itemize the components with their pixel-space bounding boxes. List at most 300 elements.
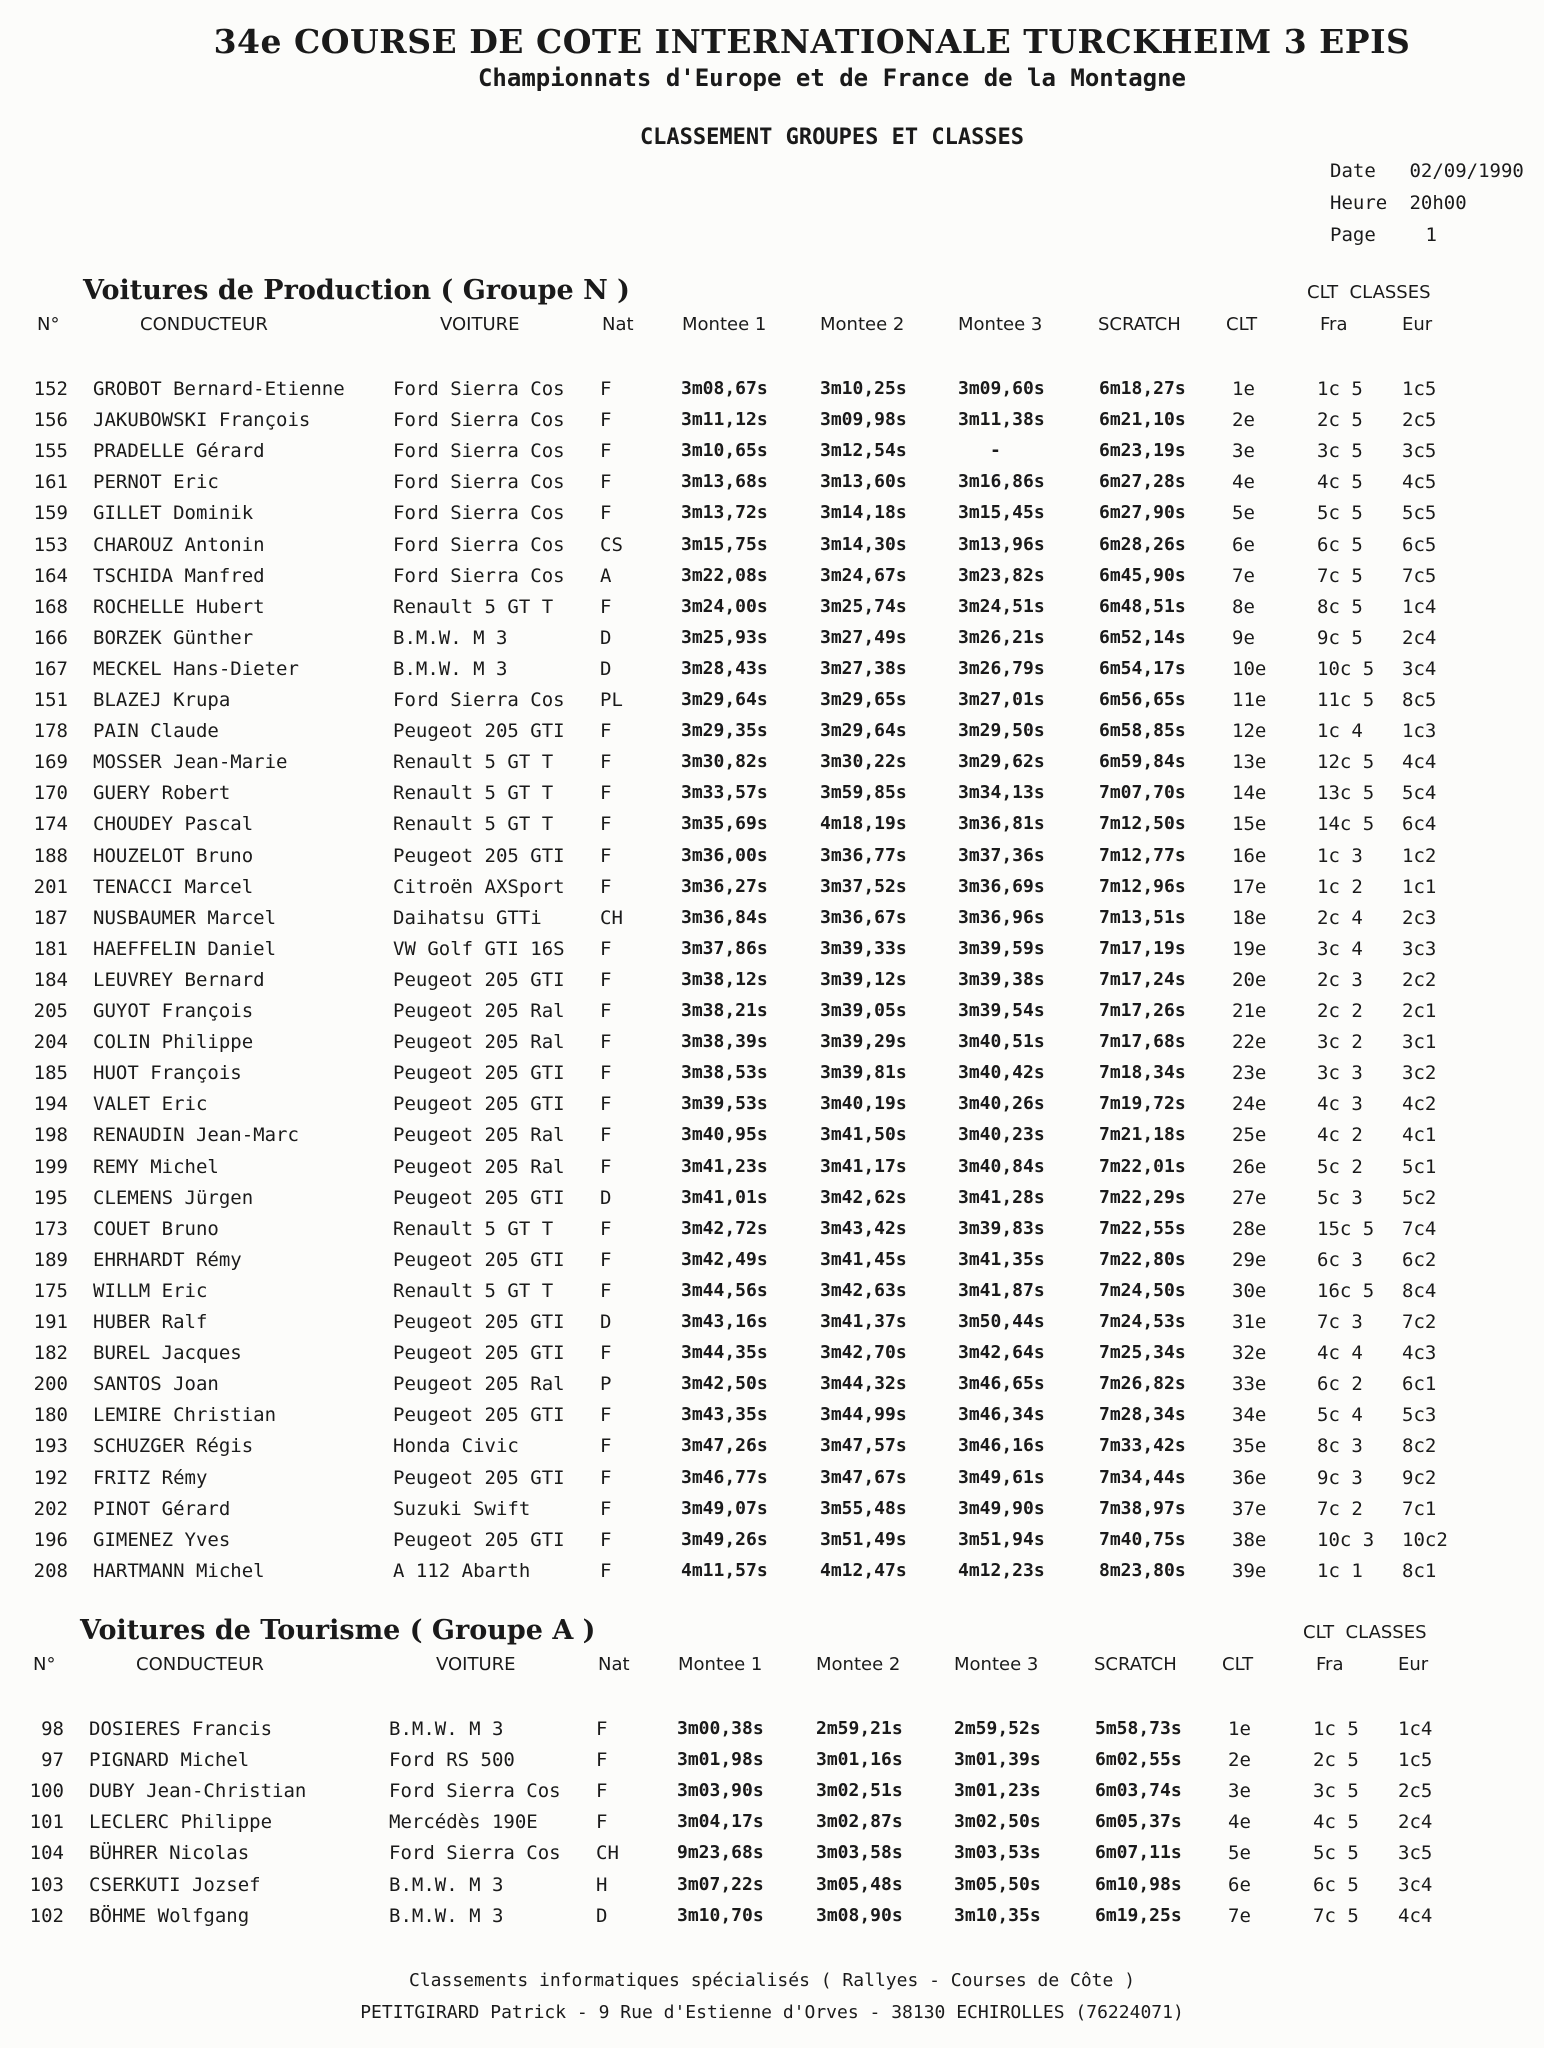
cell-num: 167 bbox=[33, 657, 68, 680]
cell-run1: 3m01,98s bbox=[677, 1749, 764, 1771]
cell-driver: CHOUDEY Pascal bbox=[93, 813, 254, 836]
cell-fra: 3c 3 bbox=[1317, 1062, 1363, 1085]
cell-num: 181 bbox=[33, 937, 68, 960]
cell-fra: 6c 3 bbox=[1317, 1248, 1363, 1271]
table-row bbox=[0, 907, 1544, 937]
cell-run2: 3m27,38s bbox=[820, 657, 907, 679]
cell-run1: 3m10,70s bbox=[677, 1904, 764, 1926]
cell-run1: 3m47,26s bbox=[681, 1435, 768, 1457]
cell-scratch: 7m25,34s bbox=[1099, 1342, 1186, 1364]
cell-fra: 10c 3 bbox=[1317, 1528, 1375, 1551]
cell-nat: F bbox=[600, 720, 612, 743]
cell-run3: 3m37,36s bbox=[958, 844, 1045, 866]
cell-run1: 3m42,72s bbox=[681, 1217, 768, 1239]
cell-num: 166 bbox=[33, 626, 68, 649]
cell-car: Peugeot 205 GTI bbox=[393, 1528, 565, 1551]
cell-fra: 8c 3 bbox=[1317, 1435, 1363, 1458]
cell-run3: 3m26,79s bbox=[958, 657, 1045, 679]
cell-eur: 6c5 bbox=[1402, 533, 1437, 556]
cell-run2: 3m43,42s bbox=[820, 1217, 907, 1239]
cell-scratch: 6m58,85s bbox=[1099, 720, 1186, 742]
cell-nat: F bbox=[600, 1000, 612, 1022]
table-row bbox=[0, 751, 1544, 781]
cell-run2: 3m47,57s bbox=[820, 1435, 907, 1457]
cell-clt: 10e bbox=[1232, 657, 1267, 680]
cell-nat: F bbox=[600, 1279, 612, 1302]
cell-run1: 3m33,57s bbox=[681, 782, 768, 804]
cell-driver: CHAROUZ Antonin bbox=[93, 533, 265, 556]
cell-run3: 3m41,28s bbox=[958, 1186, 1045, 1208]
cell-nat: CH bbox=[600, 906, 623, 929]
cell-eur: 10c2 bbox=[1402, 1528, 1448, 1551]
cell-scratch: 7m19,72s bbox=[1099, 1093, 1186, 1115]
cell-run3: 3m10,35s bbox=[954, 1904, 1041, 1926]
cell-nat: F bbox=[600, 1155, 612, 1178]
cell-driver: SANTOS Joan bbox=[93, 1373, 219, 1396]
cell-scratch: 7m28,34s bbox=[1099, 1404, 1186, 1426]
column-header-fra: Fra bbox=[1316, 1654, 1344, 1675]
column-header-row bbox=[0, 1654, 1544, 1684]
cell-clt: 6e bbox=[1228, 1873, 1251, 1896]
cell-fra: 12c 5 bbox=[1317, 751, 1375, 774]
cell-run1: 3m00,38s bbox=[677, 1718, 764, 1739]
cell-clt: 8e bbox=[1232, 595, 1255, 618]
cell-run2: 3m41,17s bbox=[820, 1155, 907, 1177]
table-row bbox=[0, 1435, 1544, 1465]
cell-car: Ford Sierra Cos bbox=[393, 440, 565, 463]
cell-fra: 2c 2 bbox=[1317, 1000, 1363, 1022]
cell-run3: 3m34,13s bbox=[958, 782, 1045, 804]
cell-driver: TSCHIDA Manfred bbox=[93, 564, 265, 587]
cell-driver: BÜHRER Nicolas bbox=[89, 1842, 250, 1865]
table-row bbox=[0, 1780, 1544, 1810]
cell-fra: 3c 5 bbox=[1317, 440, 1363, 463]
cell-car: Ford Sierra Cos bbox=[389, 1842, 561, 1865]
cell-run2: 3m42,70s bbox=[820, 1342, 907, 1364]
cell-run1: 3m30,82s bbox=[681, 751, 768, 773]
page-label: Page bbox=[1330, 224, 1376, 246]
cell-fra: 10c 5 bbox=[1317, 657, 1375, 680]
cell-num: 161 bbox=[33, 471, 68, 494]
column-header-run3: Montee 3 bbox=[958, 314, 1043, 335]
cell-scratch: 6m56,65s bbox=[1099, 689, 1186, 710]
cell-run3: 3m42,64s bbox=[958, 1342, 1045, 1364]
cell-num: 156 bbox=[33, 409, 68, 432]
cell-run2: 3m14,18s bbox=[820, 502, 907, 524]
cell-run1: 3m44,56s bbox=[681, 1279, 768, 1301]
cell-run2: 3m02,51s bbox=[816, 1780, 903, 1802]
table-row bbox=[0, 1249, 1544, 1279]
cell-scratch: 7m22,01s bbox=[1099, 1155, 1186, 1177]
cell-car: VW Golf GTI 16S bbox=[393, 937, 565, 960]
cell-eur: 8c5 bbox=[1402, 689, 1437, 711]
cell-fra: 4c 2 bbox=[1317, 1124, 1363, 1147]
cell-run2: 3m08,90s bbox=[816, 1904, 903, 1926]
cell-run1: 3m36,84s bbox=[681, 906, 768, 928]
cell-nat: F bbox=[600, 875, 612, 898]
table-row bbox=[0, 876, 1544, 906]
cell-scratch: 6m45,90s bbox=[1099, 564, 1186, 586]
cell-eur: 3c5 bbox=[1402, 440, 1437, 463]
cell-fra: 5c 5 bbox=[1313, 1842, 1359, 1865]
cell-eur: 1c1 bbox=[1402, 875, 1437, 898]
cell-run3: 3m41,87s bbox=[958, 1279, 1045, 1301]
cell-run2: 3m40,19s bbox=[820, 1093, 907, 1115]
cell-car: Mercédès 190E bbox=[389, 1811, 538, 1834]
time-value: 20h00 bbox=[1409, 192, 1467, 214]
cell-run3: 3m46,65s bbox=[958, 1373, 1045, 1395]
ranking-heading: CLASSEMENT GROUPES ET CLASSES bbox=[639, 125, 1025, 150]
cell-run2: 3m51,49s bbox=[820, 1528, 907, 1550]
cell-driver: DOSIERES Francis bbox=[89, 1718, 273, 1740]
page-title: 34e COURSE DE COTE INTERNATIONALE TURCKHEIM 3 EPIS bbox=[213, 22, 1411, 61]
cell-car: Peugeot 205 GTI bbox=[393, 1186, 565, 1209]
column-header-driver: CONDUCTEUR bbox=[136, 1654, 264, 1675]
cell-driver: CLEMENS Jürgen bbox=[93, 1186, 254, 1209]
cell-driver: HUOT François bbox=[93, 1062, 242, 1085]
cell-run3: - bbox=[990, 440, 1001, 462]
cell-run2: 3m59,85s bbox=[820, 782, 907, 804]
cell-num: 103 bbox=[29, 1873, 64, 1896]
cell-scratch: 6m52,14s bbox=[1099, 626, 1186, 648]
cell-scratch: 6m28,26s bbox=[1099, 533, 1186, 555]
cell-nat: F bbox=[600, 1559, 612, 1582]
cell-scratch: 7m22,55s bbox=[1099, 1217, 1186, 1239]
cell-num: 101 bbox=[29, 1811, 64, 1834]
cell-run2: 3m01,16s bbox=[816, 1749, 903, 1771]
cell-run2: 3m10,25s bbox=[820, 378, 907, 399]
cell-clt: 27e bbox=[1232, 1186, 1267, 1209]
cell-run3: 3m40,84s bbox=[958, 1155, 1045, 1177]
cell-scratch: 8m23,80s bbox=[1099, 1559, 1186, 1581]
cell-fra: 1c 4 bbox=[1317, 720, 1363, 743]
cell-driver: BÖHME Wolfgang bbox=[89, 1904, 250, 1927]
table-row bbox=[0, 565, 1544, 595]
cell-scratch: 6m03,74s bbox=[1095, 1780, 1182, 1802]
cell-run3: 3m40,42s bbox=[958, 1062, 1045, 1084]
cell-num: 100 bbox=[29, 1780, 64, 1803]
column-header-row bbox=[0, 314, 1544, 344]
cell-run1: 3m38,53s bbox=[681, 1062, 768, 1084]
cell-run2: 3m41,45s bbox=[820, 1248, 907, 1270]
cell-run1: 3m38,21s bbox=[681, 1000, 768, 1021]
cell-clt: 39e bbox=[1232, 1559, 1267, 1582]
cell-nat: D bbox=[596, 1904, 608, 1927]
cell-run1: 3m49,26s bbox=[681, 1528, 768, 1550]
cell-run1: 3m13,68s bbox=[681, 471, 768, 493]
cell-run3: 3m49,61s bbox=[958, 1466, 1045, 1488]
cell-driver: GILLET Dominik bbox=[93, 502, 254, 525]
cell-clt: 4e bbox=[1232, 471, 1255, 494]
cell-clt: 16e bbox=[1232, 844, 1267, 867]
cell-car: Ford Sierra Cos bbox=[389, 1780, 561, 1803]
cell-run3: 3m16,86s bbox=[958, 471, 1045, 493]
cell-scratch: 6m23,19s bbox=[1099, 440, 1186, 462]
cell-run2: 3m24,67s bbox=[820, 564, 907, 586]
cell-driver: BLAZEJ Krupa bbox=[93, 689, 231, 711]
cell-nat: F bbox=[600, 782, 612, 805]
cell-run3: 3m29,62s bbox=[958, 751, 1045, 773]
cell-car: Peugeot 205 GTI bbox=[393, 1062, 565, 1085]
cell-car: Renault 5 GT T bbox=[393, 1279, 554, 1302]
table-row bbox=[0, 658, 1544, 688]
cell-run1: 3m15,75s bbox=[681, 533, 768, 555]
cell-num: 169 bbox=[33, 751, 68, 774]
cell-nat: F bbox=[600, 1466, 612, 1489]
column-header-car: VOITURE bbox=[436, 1654, 516, 1675]
cell-run1: 3m39,53s bbox=[681, 1093, 768, 1115]
cell-fra: 2c 3 bbox=[1317, 968, 1363, 991]
cell-car: Peugeot 205 GTI bbox=[393, 1342, 565, 1365]
cell-driver: EHRHARDT Rémy bbox=[93, 1248, 242, 1271]
meta-page bbox=[1330, 224, 1437, 246]
cell-run2: 3m30,22s bbox=[820, 751, 907, 773]
cell-nat: D bbox=[600, 626, 612, 649]
cell-eur: 4c1 bbox=[1402, 1124, 1437, 1147]
cell-run2: 3m41,37s bbox=[820, 1311, 907, 1332]
cell-run3: 3m29,50s bbox=[958, 720, 1045, 742]
cell-scratch: 7m12,77s bbox=[1099, 844, 1186, 866]
cell-clt: 24e bbox=[1232, 1093, 1267, 1116]
cell-run3: 3m50,44s bbox=[958, 1311, 1045, 1332]
clt-classes-label: CLT CLASSES bbox=[1307, 282, 1431, 303]
cell-run2: 3m37,52s bbox=[820, 875, 907, 897]
cell-num: 159 bbox=[33, 502, 68, 525]
cell-eur: 3c4 bbox=[1398, 1873, 1433, 1896]
cell-car: Ford Sierra Cos bbox=[393, 564, 565, 587]
cell-nat: F bbox=[600, 502, 612, 525]
footer-line-1: Classements informatiques spécialisés ( Rallyes - Courses de Côte ) bbox=[408, 1970, 1136, 1991]
cell-run1: 3m03,90s bbox=[677, 1780, 764, 1802]
cell-eur: 7c5 bbox=[1402, 564, 1437, 587]
table-row bbox=[0, 782, 1544, 812]
cell-clt: 32e bbox=[1232, 1342, 1267, 1365]
clt-classes-header bbox=[0, 282, 1544, 312]
cell-car: Renault 5 GT T bbox=[393, 782, 554, 805]
cell-clt: 7e bbox=[1232, 564, 1255, 587]
table-row bbox=[0, 689, 1544, 719]
cell-driver: MECKEL Hans-Dieter bbox=[93, 657, 299, 680]
cell-scratch: 6m59,84s bbox=[1099, 751, 1186, 773]
cell-driver: GUERY Robert bbox=[93, 782, 231, 805]
cell-eur: 2c4 bbox=[1402, 626, 1437, 649]
time-label: Heure bbox=[1330, 192, 1388, 214]
cell-num: 152 bbox=[33, 378, 68, 400]
cell-clt: 28e bbox=[1232, 1217, 1267, 1240]
cell-fra: 1c 2 bbox=[1317, 875, 1363, 898]
cell-eur: 6c4 bbox=[1402, 813, 1437, 836]
table-row bbox=[0, 938, 1544, 968]
table-row bbox=[0, 845, 1544, 875]
cell-clt: 23e bbox=[1232, 1062, 1267, 1085]
cell-num: 200 bbox=[33, 1373, 68, 1396]
cell-run2: 3m13,60s bbox=[820, 471, 907, 493]
cell-run2: 3m36,77s bbox=[820, 844, 907, 866]
cell-eur: 3c1 bbox=[1402, 1031, 1437, 1054]
cell-driver: WILLM Eric bbox=[93, 1279, 208, 1302]
cell-fra: 6c 5 bbox=[1317, 533, 1363, 556]
cell-run1: 3m35,69s bbox=[681, 813, 768, 835]
cell-fra: 7c 3 bbox=[1317, 1311, 1363, 1333]
cell-clt: 15e bbox=[1232, 813, 1267, 836]
cell-fra: 7c 2 bbox=[1317, 1497, 1363, 1520]
cell-run1: 3m37,86s bbox=[681, 937, 768, 959]
cell-fra: 15c 5 bbox=[1317, 1217, 1375, 1240]
cell-fra: 14c 5 bbox=[1317, 813, 1375, 836]
cell-eur: 2c1 bbox=[1402, 1000, 1437, 1022]
cell-clt: 25e bbox=[1232, 1124, 1267, 1147]
clt-classes-label: CLT CLASSES bbox=[1303, 1622, 1427, 1643]
cell-clt: 29e bbox=[1232, 1248, 1267, 1271]
table-row bbox=[0, 596, 1544, 626]
cell-scratch: 7m38,97s bbox=[1099, 1497, 1186, 1519]
cell-clt: 36e bbox=[1232, 1466, 1267, 1489]
cell-nat: H bbox=[596, 1873, 608, 1896]
cell-nat: F bbox=[600, 1217, 612, 1240]
table-row bbox=[0, 1280, 1544, 1310]
cell-car: Daihatsu GTTi bbox=[393, 906, 542, 929]
cell-run1: 3m38,39s bbox=[681, 1031, 768, 1053]
cell-run3: 3m39,59s bbox=[958, 937, 1045, 959]
column-header-eur: Eur bbox=[1398, 1654, 1429, 1675]
table-row bbox=[0, 1467, 1544, 1497]
table-row bbox=[0, 813, 1544, 843]
cell-clt: 4e bbox=[1228, 1811, 1251, 1834]
cell-nat: F bbox=[596, 1749, 608, 1772]
cell-clt: 17e bbox=[1232, 875, 1267, 898]
cell-driver: GIMENEZ Yves bbox=[93, 1528, 231, 1551]
cell-eur: 5c3 bbox=[1402, 1404, 1437, 1427]
column-header-run2: Montee 2 bbox=[816, 1654, 901, 1675]
cell-eur: 1c4 bbox=[1402, 595, 1437, 618]
cell-nat: F bbox=[600, 440, 612, 463]
cell-nat: D bbox=[600, 657, 612, 680]
cell-eur: 5c2 bbox=[1402, 1186, 1437, 1209]
table-row bbox=[0, 627, 1544, 657]
cell-run3: 3m40,26s bbox=[958, 1093, 1045, 1115]
cell-run3: 3m36,96s bbox=[958, 906, 1045, 928]
cell-clt: 33e bbox=[1232, 1373, 1267, 1396]
cell-run2: 3m05,48s bbox=[816, 1873, 903, 1895]
cell-run2: 3m27,49s bbox=[820, 626, 907, 648]
cell-run2: 3m44,99s bbox=[820, 1404, 907, 1426]
cell-run2: 2m59,21s bbox=[816, 1718, 903, 1739]
cell-eur: 1c3 bbox=[1402, 720, 1437, 743]
table-row bbox=[0, 1718, 1544, 1748]
table-row bbox=[0, 1498, 1544, 1528]
cell-eur: 1c4 bbox=[1398, 1718, 1433, 1740]
cell-run2: 3m36,67s bbox=[820, 906, 907, 928]
cell-clt: 35e bbox=[1232, 1435, 1267, 1458]
cell-scratch: 6m07,11s bbox=[1095, 1842, 1182, 1864]
cell-eur: 1c2 bbox=[1402, 844, 1437, 867]
cell-run2: 3m39,05s bbox=[820, 1000, 907, 1021]
cell-run3: 3m39,54s bbox=[958, 1000, 1045, 1021]
cell-car: Ford Sierra Cos bbox=[393, 533, 565, 556]
cell-driver: PINOT Gérard bbox=[93, 1497, 231, 1520]
cell-scratch: 7m33,42s bbox=[1099, 1435, 1186, 1457]
cell-car: Peugeot 205 GTI bbox=[393, 1404, 565, 1427]
cell-num: 180 bbox=[33, 1404, 68, 1427]
cell-clt: 34e bbox=[1232, 1404, 1267, 1427]
cell-clt: 2e bbox=[1232, 409, 1255, 432]
cell-car: Ford Sierra Cos bbox=[393, 689, 565, 711]
meta-date bbox=[1330, 160, 1524, 182]
table-row bbox=[0, 378, 1544, 408]
cell-nat: F bbox=[596, 1780, 608, 1803]
cell-eur: 9c2 bbox=[1402, 1466, 1437, 1489]
cell-nat: F bbox=[600, 409, 612, 432]
cell-eur: 4c3 bbox=[1402, 1342, 1437, 1365]
cell-driver: COLIN Philippe bbox=[93, 1031, 254, 1054]
cell-nat: D bbox=[600, 1186, 612, 1209]
cell-fra: 7c 5 bbox=[1313, 1904, 1359, 1927]
cell-run1: 3m36,27s bbox=[681, 875, 768, 897]
cell-scratch: 7m17,24s bbox=[1099, 968, 1186, 990]
cell-car: Ford Sierra Cos bbox=[393, 471, 565, 494]
cell-car: Peugeot 205 GTI bbox=[393, 720, 565, 743]
cell-fra: 4c 4 bbox=[1317, 1342, 1363, 1365]
cell-fra: 2c 4 bbox=[1317, 906, 1363, 929]
cell-eur: 1c5 bbox=[1402, 378, 1437, 400]
cell-run1: 3m46,77s bbox=[681, 1466, 768, 1488]
cell-driver: HAEFFELIN Daniel bbox=[93, 937, 277, 960]
cell-driver: RENAUDIN Jean-Marc bbox=[93, 1124, 299, 1147]
cell-nat: P bbox=[600, 1373, 612, 1396]
cell-scratch: 6m19,25s bbox=[1095, 1904, 1182, 1926]
cell-scratch: 6m54,17s bbox=[1099, 657, 1186, 679]
cell-run1: 4m11,57s bbox=[681, 1559, 768, 1581]
section-title: Voitures de Tourisme ( Groupe A ) bbox=[80, 1615, 596, 1646]
cell-car: B.M.W. M 3 bbox=[393, 626, 508, 649]
cell-run1: 3m29,64s bbox=[681, 689, 768, 710]
column-header-driver: CONDUCTEUR bbox=[140, 314, 268, 335]
cell-run2: 4m12,47s bbox=[820, 1559, 907, 1581]
cell-car: Honda Civic bbox=[393, 1435, 519, 1458]
cell-fra: 2c 5 bbox=[1313, 1749, 1359, 1772]
cell-num: 182 bbox=[33, 1342, 68, 1365]
cell-car: Peugeot 205 Ral bbox=[393, 1031, 565, 1054]
cell-car: B.M.W. M 3 bbox=[389, 1904, 504, 1927]
cell-driver: LECLERC Philippe bbox=[89, 1811, 273, 1834]
table-row bbox=[0, 1874, 1544, 1904]
cell-car: Renault 5 GT T bbox=[393, 751, 554, 774]
cell-eur: 1c5 bbox=[1398, 1749, 1433, 1772]
cell-fra: 2c 5 bbox=[1317, 409, 1363, 432]
cell-car: Peugeot 205 GTI bbox=[393, 1311, 565, 1333]
cell-run3: 3m40,51s bbox=[958, 1031, 1045, 1053]
cell-driver: BUREL Jacques bbox=[93, 1342, 242, 1365]
cell-run1: 3m29,35s bbox=[681, 720, 768, 742]
cell-nat: F bbox=[600, 937, 612, 960]
cell-run3: 3m15,45s bbox=[958, 502, 1045, 524]
cell-scratch: 6m21,10s bbox=[1099, 409, 1186, 431]
meta-time bbox=[1330, 192, 1467, 214]
cell-run2: 4m18,19s bbox=[820, 813, 907, 835]
cell-run1: 3m43,35s bbox=[681, 1404, 768, 1426]
cell-clt: 21e bbox=[1232, 1000, 1267, 1022]
cell-eur: 3c2 bbox=[1402, 1062, 1437, 1085]
column-header-num: N° bbox=[37, 314, 60, 335]
cell-scratch: 6m18,27s bbox=[1099, 378, 1186, 399]
cell-eur: 4c5 bbox=[1402, 471, 1437, 494]
cell-num: 168 bbox=[33, 595, 68, 618]
cell-car: Peugeot 205 Ral bbox=[393, 1000, 565, 1022]
cell-run3: 3m46,34s bbox=[958, 1404, 1045, 1426]
cell-clt: 12e bbox=[1232, 720, 1267, 743]
cell-num: 170 bbox=[33, 782, 68, 805]
table-row bbox=[0, 1342, 1544, 1372]
